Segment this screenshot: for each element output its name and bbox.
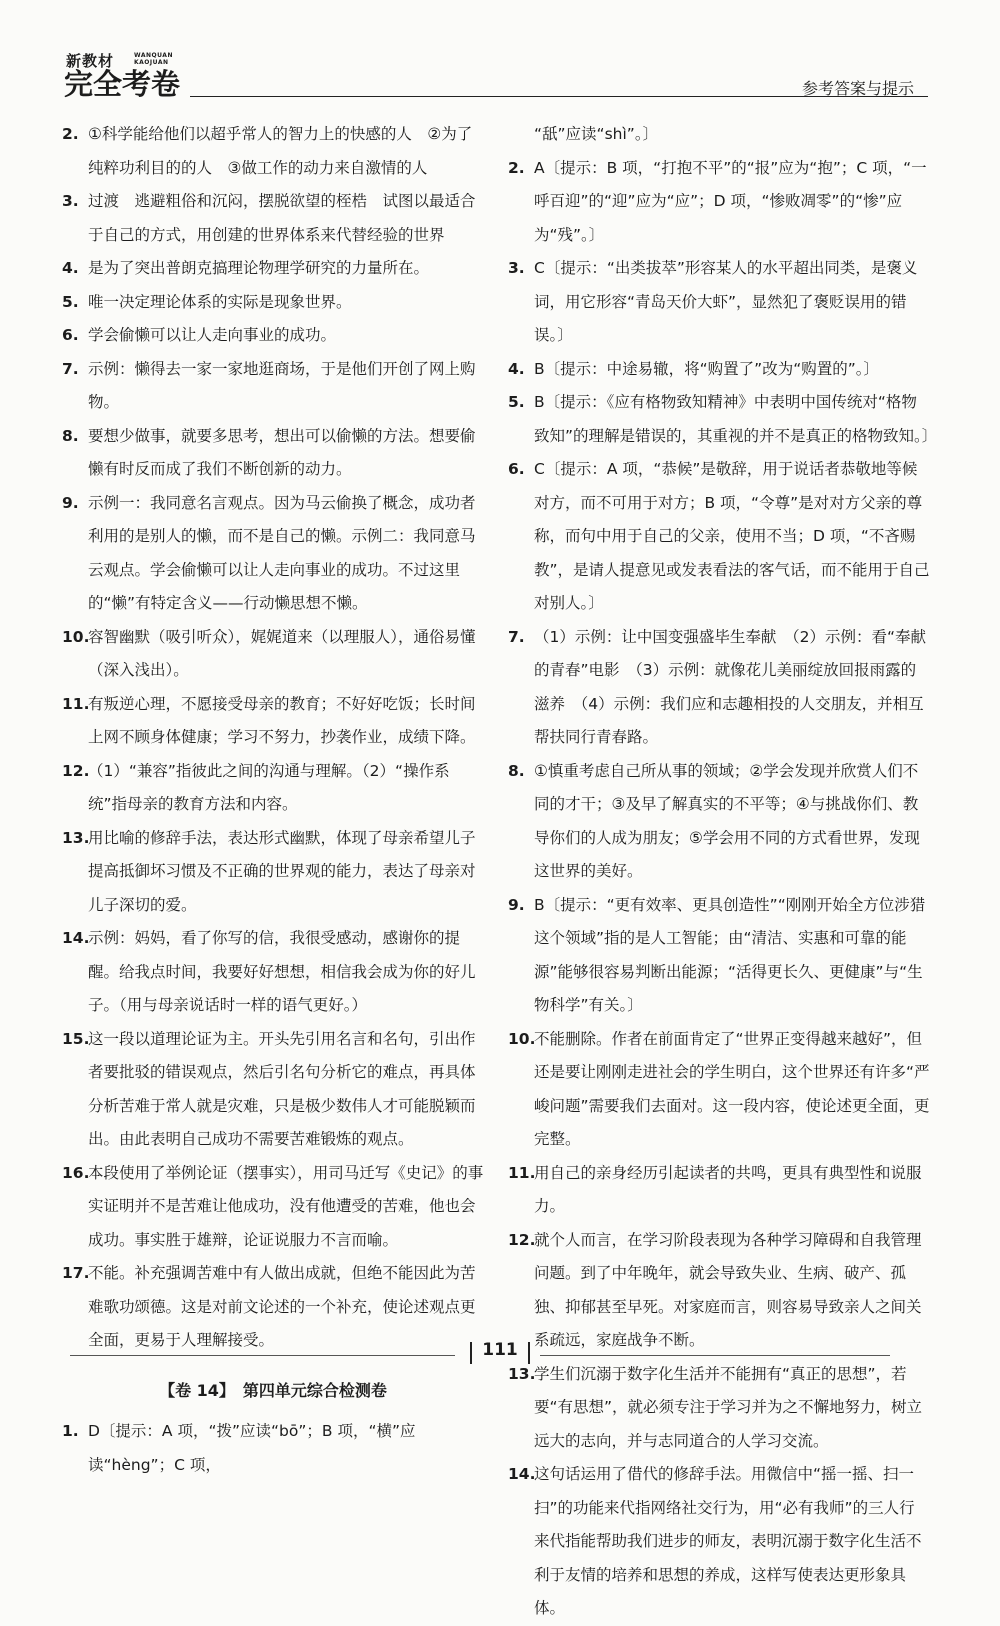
answer-text: 有叛逆心理，不愿接受母亲的教育；不好好吃饭；长时间上网不顾身体健康；学习不努力，抄袭作业，成绩下降。 <box>88 694 476 746</box>
answer-number: 16. <box>62 1163 90 1182</box>
answer-number: 10. <box>62 627 90 646</box>
answer-number: 3. <box>508 259 525 277</box>
answer-item <box>508 252 930 353</box>
answer-number: 13. <box>508 1364 536 1383</box>
answer-item <box>508 1224 930 1358</box>
answer-number: 1. <box>62 1422 79 1440</box>
answer-number: 7. <box>62 359 79 378</box>
answer-item <box>62 1023 484 1157</box>
footer-rule <box>70 1355 455 1356</box>
answer-number: 9. <box>508 895 525 914</box>
answer-text: D〔提示：A 项，“拨”应读“bō”；B 项，“横”应读“hèng”；C 项， <box>88 1422 416 1474</box>
answer-number: 12. <box>62 761 90 780</box>
continued-answer: “舐”应读“shì”。〕 <box>534 125 659 143</box>
answer-text: 不能删除。作者在前面肯定了“世界正变得越来越好”，但还是要让刚刚走进社会的学生明白，这个世界还有许多“严峻问题”需要我们去面对。这一段内容，使论述更全面，更完整。 <box>534 1029 930 1148</box>
answer-item <box>508 386 938 453</box>
answer-number: 10. <box>508 1029 536 1048</box>
answer-item <box>62 487 484 621</box>
right-column <box>508 118 938 1626</box>
answer-item <box>508 1358 930 1459</box>
answer-number: 4. <box>508 359 525 378</box>
answer-text: 示例：懒得去一家一家地逛商场，于是他们开创了网上购物。 <box>88 359 476 411</box>
answer-number: 14. <box>508 1465 536 1483</box>
answer-item <box>62 118 484 185</box>
answer-number: 9. <box>62 493 79 512</box>
answer-text: 这句话运用了借代的修辞手法。用微信中“摇一摇、扫一扫”的功能来代指网络社交行为，用“必有我师”的三人行来代指能帮助我们进步的师友，表明沉溺于数字化生活不利于友情的培养和思想的养成，这样写使表达更形象具体。 <box>534 1465 922 1617</box>
answer-item <box>508 621 930 755</box>
answer-text: C〔提示：“出类拔萃”形容某人的水平超出同类，是褒义词，用它形容“青岛天价大虾”，显然犯了褒贬误用的错误。〕 <box>534 259 918 344</box>
answer-item <box>62 1257 484 1358</box>
answer-text: 示例一：我同意名言观点。因为马云偷换了概念，成功者利用的是别人的懒，而不是自己的懒。示例二：我同意马云观点。学会偷懒可以让人走向事业的成功。不过这里的“懒”有特定含义——行动懒思想不懒。 <box>88 493 476 612</box>
answer-text: 不能。补充强调苦难中有人做出成就，但绝不能因此为苦难歌功颂德。这是对前文论述的一个补充，使论述观点更全面，更易于人理解接受。 <box>88 1264 476 1349</box>
answer-number: 6. <box>62 326 79 344</box>
answer-item <box>508 152 930 253</box>
answer-text: B〔提示：《应有格物致知精神》中表明中国传统对“格物致知”的理解是错误的，其重视的并不是真正的格物致知。〕 <box>534 393 938 445</box>
answer-number: 8. <box>62 426 79 445</box>
answer-text: ①科学能给他们以超乎常人的智力上的快感的人 ②为了纯粹功利目的的人 ③做工作的动力来自激情的人 <box>88 125 473 177</box>
answer-text: B〔提示：“更有效率、更具创造性”“刚刚开始全方位涉猎这个领域”指的是人工智能；由“清洁、实惠和可靠的能源”能够很容易判断出能源；“活得更长久、更健康”与“生物科学”有关。〕 <box>534 895 926 1014</box>
answer-item <box>508 1157 930 1224</box>
answer-item <box>62 252 484 286</box>
answer-item <box>508 1458 930 1626</box>
answer-text: C〔提示：A 项，“恭候”是敬辞，用于说话者恭敬地等候对方，而不可用于对方；B 项，“令尊”是对对方父亲的尊称，而句中用于自己的父亲，使用不当；D 项，“不吝赐教”，是请人提意见或发表看法的客气话，而不能用于自己对别人。〕 <box>534 460 930 612</box>
answer-text: 学会偷懒可以让人走向事业的成功。 <box>88 326 337 344</box>
brand-small: 新教材 <box>66 52 115 70</box>
answer-text: 本段使用了举例论证（摆事实），用司马迁写《史记》的事实证明并不是苦难让他成功，没有他遭受的苦难，他也会成功。事实胜于雄辩，论证说服力不言而喻。 <box>88 1163 484 1249</box>
answer-item <box>62 286 484 320</box>
answer-item <box>62 1157 484 1258</box>
section-label: 参考答案与提示 <box>801 79 914 98</box>
answer-number: 17. <box>62 1264 90 1282</box>
footer-rule <box>540 1355 890 1356</box>
answer-number: 3. <box>62 192 79 210</box>
answer-text: 用比喻的修辞手法，表达形式幽默，体现了母亲希望儿子提高抵御坏习惯及不正确的世界观的能力，表达了母亲对儿子深切的爱。 <box>88 828 476 914</box>
section-title: 【卷 14】 第四单元综合检测卷 <box>159 1380 387 1400</box>
answer-number: 5. <box>62 292 79 311</box>
answer-item <box>62 688 484 755</box>
answer-item <box>62 621 484 688</box>
answer-text: B〔提示：中途易辙，将“购置了”改为“购置的”。〕 <box>534 359 880 378</box>
answer-number: 5. <box>508 393 525 411</box>
answer-number: 4. <box>62 259 79 277</box>
answer-number: 11. <box>62 694 90 713</box>
answer-text: A〔提示：B 项，“打抱不平”的“报”应为“抱”；C 项，“一呼百迎”的“迎”应为“应”；D 项，“惨败凋零”的“惨”应为“残”。〕 <box>534 158 927 244</box>
answer-item <box>508 1023 930 1157</box>
answer-number: 14. <box>62 929 90 947</box>
answer-text: 示例：妈妈，看了你写的信，我很受感动，感谢你的提醒。给我点时间，我要好好想想，相信我会成为你的好儿子。（用与母亲说话时一样的语气更好。） <box>88 929 476 1014</box>
answer-text: 要想少做事，就要多思考，想出可以偷懒的方法。想要偷懒有时反而成了我们不断创新的动力。 <box>88 426 476 478</box>
answer-item <box>62 353 484 420</box>
brand-small-en: WANQUAN KAOJUAN <box>134 52 173 66</box>
answer-item <box>62 319 484 353</box>
answer-item <box>508 453 930 621</box>
answer-item <box>508 889 930 1023</box>
answer-text: 是为了突出普朗克搞理论物理学研究的力量所在。 <box>88 259 430 277</box>
answer-text: 这一段以道理论证为主。开头先引用名言和名句，引出作者要批驳的错误观点，然后引名句分析它的难点，再具体分析苦难于常人就是灾难，只是极少数伟人才可能脱颖而出。由此表明自己成功不需要苦难锻炼的观点。 <box>88 1029 476 1148</box>
answer-item <box>62 755 484 822</box>
answer-text: 唯一决定理论体系的实际是现象世界。 <box>88 292 352 311</box>
answer-item <box>62 1415 484 1482</box>
left-column <box>62 118 484 1482</box>
page-number: 111 <box>460 1340 540 1360</box>
answer-number: 6. <box>508 460 525 478</box>
answer-text: ①慎重考虑自己所从事的领域；②学会发现并欣赏人们不同的才干；③及早了解真实的不平等；④与挑战你们、教导你们的人成为朋友；⑤学会用不同的方式看世界，发现这世界的美好。 <box>534 761 920 880</box>
answer-text: （1）示例：让中国变强盛毕生奉献 （2）示例：看“奉献的青春”电影 （3）示例：就像花儿美丽绽放回报雨露的滋养 （4）示例：我们应和志趣相投的人交朋友，并相互帮扶同行青春路。 <box>534 627 927 746</box>
answer-number: 2. <box>508 158 525 177</box>
answer-number: 2. <box>62 125 79 143</box>
answer-item <box>62 420 484 487</box>
brand-logo: 完全考卷 <box>64 67 181 101</box>
answer-item <box>62 922 484 1023</box>
answer-number: 15. <box>62 1029 90 1048</box>
answer-text: 就个人而言，在学习阶段表现为各种学习障碍和自我管理问题。到了中年晚年，就会导致失业、生病、破产、孤独、抑郁甚至早死。对家庭而言，则容易导致亲人之间关系疏远，家庭战争不断。 <box>534 1230 922 1349</box>
answer-item <box>62 822 484 923</box>
answer-number: 7. <box>508 627 525 646</box>
answer-number: 13. <box>62 828 90 847</box>
answer-number: 8. <box>508 761 525 780</box>
answer-text: （1）“兼容”指彼此之间的沟通与理解。（2）“操作系统”指母亲的教育方法和内容。 <box>88 761 450 813</box>
answer-text: 学生们沉溺于数字化生活并不能拥有“真正的思想”，若要“有思想”，就必须专注于学习并为之不懈地努力，树立远大的志向，并与志同道合的人学习交流。 <box>534 1364 923 1450</box>
answer-text: 过渡 逃避粗俗和沉闷，摆脱欲望的桎梏 试图以最适合于自己的方式，用创建的世界体系来代替经验的世界 <box>88 192 476 244</box>
answer-text: 容智幽默（吸引听众），娓娓道来（以理服人），通俗易懂（深入浅出）。 <box>88 627 476 679</box>
answer-item <box>508 755 930 889</box>
answer-number: 11. <box>508 1163 536 1182</box>
answer-text: 用自己的亲身经历引起读者的共鸣，更具有典型性和说服力。 <box>534 1163 922 1215</box>
answer-item <box>508 353 930 387</box>
page-header <box>62 44 928 104</box>
answer-item <box>62 185 484 252</box>
answer-number: 12. <box>508 1230 536 1249</box>
